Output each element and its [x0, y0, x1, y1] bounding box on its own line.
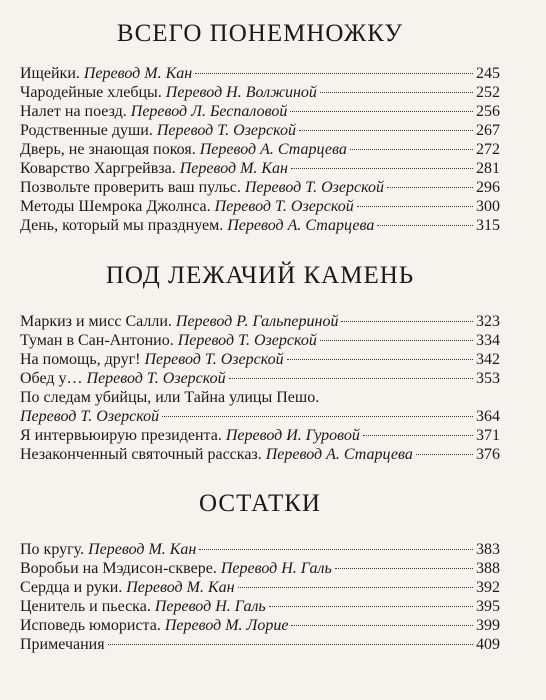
entry-title: Незаконченный святочный рассказ. [20, 446, 262, 463]
entry-translator: Перевод Н. Волжиной [165, 84, 317, 101]
entry-translator: Перевод А. Старцева [265, 446, 413, 463]
toc-entry[interactable] [20, 597, 500, 616]
section-title: ПОД ЛЕЖАЧИЙ КАМЕНЬ [105, 262, 415, 289]
toc-entry[interactable] [20, 616, 500, 635]
toc-entry[interactable] [20, 197, 500, 216]
entry-title: По кругу. [20, 541, 85, 558]
dot-leader [269, 606, 473, 607]
entry-page: 315 [476, 217, 500, 234]
entry-translator: Перевод М. Кан [83, 65, 193, 82]
toc-entry[interactable] [20, 331, 500, 350]
section-title: ОСТАТКИ [199, 490, 321, 517]
entry-title: Дверь, не знающая покоя. [20, 141, 196, 158]
entry-translator: Перевод Т. Озерской [214, 198, 354, 215]
toc-list [20, 64, 500, 235]
entry-page: 392 [476, 579, 500, 596]
entry-page: 383 [476, 541, 500, 558]
entry-title: Исповедь юмориста. [20, 617, 161, 634]
dot-leader [108, 644, 473, 645]
entry-page: 353 [476, 370, 500, 387]
entry-page: 281 [476, 160, 500, 177]
entry-title: Родственные души. [20, 122, 153, 139]
dot-leader [341, 321, 473, 322]
toc-entry[interactable] [20, 312, 500, 331]
toc-entry[interactable] [20, 445, 500, 464]
entry-page: 388 [476, 560, 500, 577]
entry-translator: Перевод М. Лорие [164, 617, 289, 634]
entry-page: 399 [476, 617, 500, 634]
dot-leader [195, 73, 473, 74]
entry-translator: Перевод А. Старцева [227, 217, 375, 234]
toc-entry[interactable] [20, 216, 500, 235]
dot-leader [290, 111, 473, 112]
entry-page: 300 [476, 198, 500, 215]
toc-entry[interactable] [20, 350, 500, 369]
entry-translator: Перевод Н. Галь [220, 560, 332, 577]
dot-leader [363, 435, 473, 436]
toc-entry[interactable] [20, 635, 500, 654]
toc-entry[interactable] [20, 178, 500, 197]
entry-translator: Перевод Т. Озерской [156, 122, 296, 139]
entry-title: Чародейные хлебцы. [20, 84, 162, 101]
dot-leader [357, 206, 473, 207]
toc-list [20, 540, 500, 654]
entry-page: 323 [476, 313, 500, 330]
entry-page: 296 [476, 179, 500, 196]
entry-translator: Перевод Т. Озерской [144, 351, 284, 368]
toc-entry[interactable] [20, 540, 500, 559]
entry-title: По следам убийцы, или Тайна улицы Пешо. [20, 389, 320, 406]
entry-translator: Перевод И. Гуровой [225, 427, 360, 444]
entry-page: 395 [476, 598, 500, 615]
toc-entry[interactable] [20, 83, 500, 102]
dot-leader [238, 587, 473, 588]
entry-translator: Перевод Р. Гальпериной [175, 313, 339, 330]
entry-translator: Перевод М. Кан [179, 160, 288, 177]
dot-leader [162, 416, 473, 417]
entry-translator: Перевод М. Кан [126, 579, 235, 596]
entry-translator: Перевод Т. Озерской [244, 179, 384, 196]
entry-page: 364 [476, 408, 500, 425]
toc-entry[interactable] [20, 578, 500, 597]
dot-leader [320, 340, 473, 341]
dot-leader [291, 625, 473, 626]
toc-entry[interactable] [20, 102, 500, 121]
entry-translator: Перевод Т. Озерской [86, 370, 226, 387]
dot-leader [387, 187, 473, 188]
entry-translator: Перевод Н. Галь [154, 598, 266, 615]
entry-title: Налет на поезд. [20, 103, 127, 120]
dot-leader [229, 378, 473, 379]
entry-translator: Перевод Т. Озерской [20, 408, 160, 425]
entry-title: Воробьи на Мэдисон-сквере. [20, 560, 217, 577]
toc-entry[interactable] [20, 140, 500, 159]
dot-leader [320, 92, 473, 93]
toc-entry[interactable] [20, 64, 500, 83]
dot-leader [416, 454, 473, 455]
entry-title: Обед у… [20, 370, 83, 387]
toc-entry[interactable] [20, 559, 500, 578]
dot-leader [287, 359, 473, 360]
dot-leader [335, 568, 473, 569]
toc-entry[interactable] [20, 369, 500, 388]
toc-entry[interactable] [20, 388, 500, 426]
entry-page: 245 [476, 65, 500, 82]
entry-title: Коварство Харгрейвза. [20, 160, 176, 177]
toc-entry[interactable] [20, 159, 500, 178]
dot-leader [350, 149, 473, 150]
entry-title: Я интервьюирую президента. [20, 427, 222, 444]
toc-list [20, 312, 500, 464]
entry-translator: Перевод М. Кан [88, 541, 197, 558]
entry-title: На помощь, друг! [20, 351, 141, 368]
entry-page: 334 [476, 332, 500, 349]
toc-entry[interactable] [20, 426, 500, 445]
entry-page: 267 [476, 122, 500, 139]
entry-translator: Перевод Л. Беспаловой [130, 103, 288, 120]
entry-title: Ценитель и пьеска. [20, 598, 151, 615]
entry-page: 252 [476, 84, 500, 101]
entry-page: 376 [476, 446, 500, 463]
dot-leader [377, 225, 473, 226]
section-title: ВСЕГО ПОНЕМНОЖКУ [116, 20, 404, 47]
entry-title: Ищейки. [20, 65, 80, 82]
entry-title: Позвольте проверить ваш пульс. [20, 179, 241, 196]
dot-leader [291, 168, 473, 169]
entry-page: 371 [476, 427, 500, 444]
entry-page: 256 [476, 103, 500, 120]
entry-page: 409 [476, 636, 500, 653]
dot-leader [199, 549, 473, 550]
entry-title: Маркиз и мисс Салли. [20, 313, 172, 330]
toc-entry[interactable] [20, 121, 500, 140]
entry-title: Туман в Сан-Антонио. [20, 332, 174, 349]
entry-page: 272 [476, 141, 500, 158]
entry-title: Примечания [20, 636, 105, 653]
dot-leader [299, 130, 473, 131]
entry-translator: Перевод Т. Озерской [177, 332, 317, 349]
entry-page: 342 [476, 351, 500, 368]
entry-translator: Перевод А. Старцева [199, 141, 347, 158]
entry-title: Методы Шемрока Джолнса. [20, 198, 211, 215]
entry-title: День, который мы празднуем. [20, 217, 224, 234]
entry-title: Сердца и руки. [20, 579, 123, 596]
